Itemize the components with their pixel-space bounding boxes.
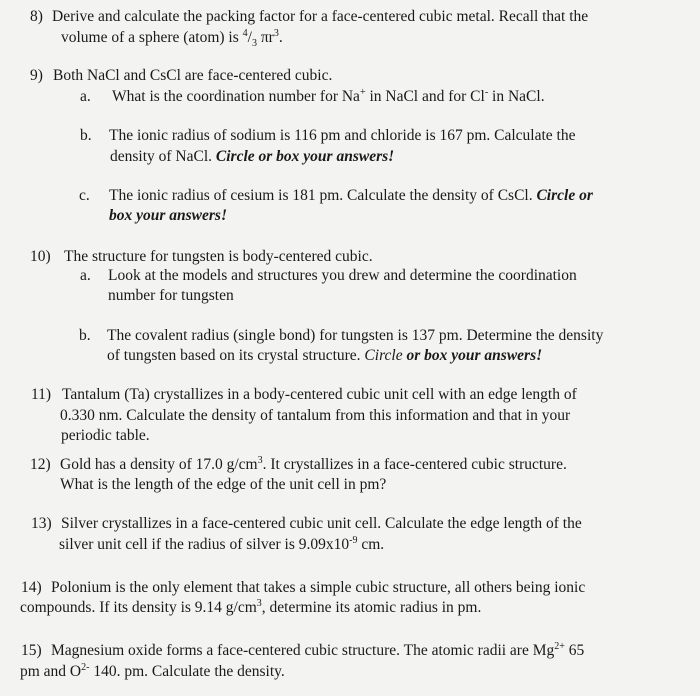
part-letter: b. xyxy=(80,127,92,144)
part-text: Look at the models and structures you drew and determine the coordination xyxy=(108,267,577,284)
question-number: 9) xyxy=(30,67,43,84)
question-text: 0.330 nm. Calculate the density of tantalum from this information and that in your xyxy=(60,407,571,424)
question-number: 15) xyxy=(21,642,42,659)
question-number: 14) xyxy=(21,579,42,596)
question-number: 10) xyxy=(30,248,51,265)
question-text: Gold has a density of 17.0 $g/cm^3$. It crystallizes in a face-centered cubic structure. xyxy=(60,454,567,473)
question-text: Tantalum (Ta) crystallizes in a body-centered cubic unit cell with an edge length of xyxy=(62,386,577,403)
question-number: 8) xyxy=(30,8,43,25)
question-number: 11) xyxy=(31,386,52,403)
question-text: The structure for tungsten is body-centered cubic. xyxy=(64,248,373,265)
question-number: 13) xyxy=(31,515,52,532)
part-letter: c. xyxy=(79,187,90,204)
question-text: Both NaCl and CsCl are face-centered cubic. xyxy=(53,67,333,84)
part-letter: b. xyxy=(79,327,91,344)
part-text: The ionic radius of sodium is 116 pm and chloride is 167 pm. Calculate the xyxy=(109,127,576,144)
question-text: Derive and calculate the packing factor for a face-centered cubic metal. Recall that the xyxy=(52,8,589,25)
part-text: of tungsten based on its crystal structure. Circle or box your answers! xyxy=(107,347,543,364)
circle-answer-instruction: Circle or box your answers! xyxy=(364,347,543,364)
question-text: volume of a sphere (atom) is $^4/_3$ $\pi r^3$. xyxy=(61,27,283,50)
question-text: Magnesium oxide forms a face-centered cubic structure. The atomic radii are $Mg^{2+}$ 65 xyxy=(51,640,585,659)
part-letter: a. xyxy=(80,267,91,284)
circle-answer-instruction: box your answers! xyxy=(109,207,227,224)
question-text: periodic table. xyxy=(61,427,150,444)
question-text: What is the length of the edge of the unit cell in pm? xyxy=(60,476,387,493)
question-text: Silver crystallizes in a face-centered cubic unit cell. Calculate the edge length of the xyxy=(61,515,582,532)
part-text xyxy=(109,206,227,225)
question-number: 12) xyxy=(30,456,51,473)
question-text: silver unit cell if the radius of silver is $9.09x10^{-9}$ cm. xyxy=(59,534,385,553)
circle-answer-instruction: Circle or box your answers! xyxy=(215,148,395,165)
part-text: What is the coordination number for Na+ in NaCl and for Cl- in NaCl. xyxy=(112,86,545,105)
part-letter: a. xyxy=(80,88,91,105)
part-text: The covalent radius (single bond) for tungsten is 137 pm. Determine the density xyxy=(107,327,604,344)
part-text: density of NaCl. Circle or box your answers! xyxy=(110,148,395,165)
question-text: Polonium is the only element that takes a simple cubic structure, all others being ionic xyxy=(51,579,586,596)
fraction-four-thirds: $^4/_3$ xyxy=(242,27,257,50)
circle-answer-instruction: Circle or xyxy=(536,187,593,204)
part-text: number for tungsten xyxy=(108,287,234,304)
question-text: compounds. If its density is 9.14 $g/cm^3$, determine its atomic radius in pm. xyxy=(20,597,482,616)
question-text: pm and $O^{2-}$ 140. pm. Calculate the density. xyxy=(20,661,285,680)
part-text: The ionic radius of cesium is 181 pm. Calculate the density of CsCl. Circle or xyxy=(109,187,593,204)
